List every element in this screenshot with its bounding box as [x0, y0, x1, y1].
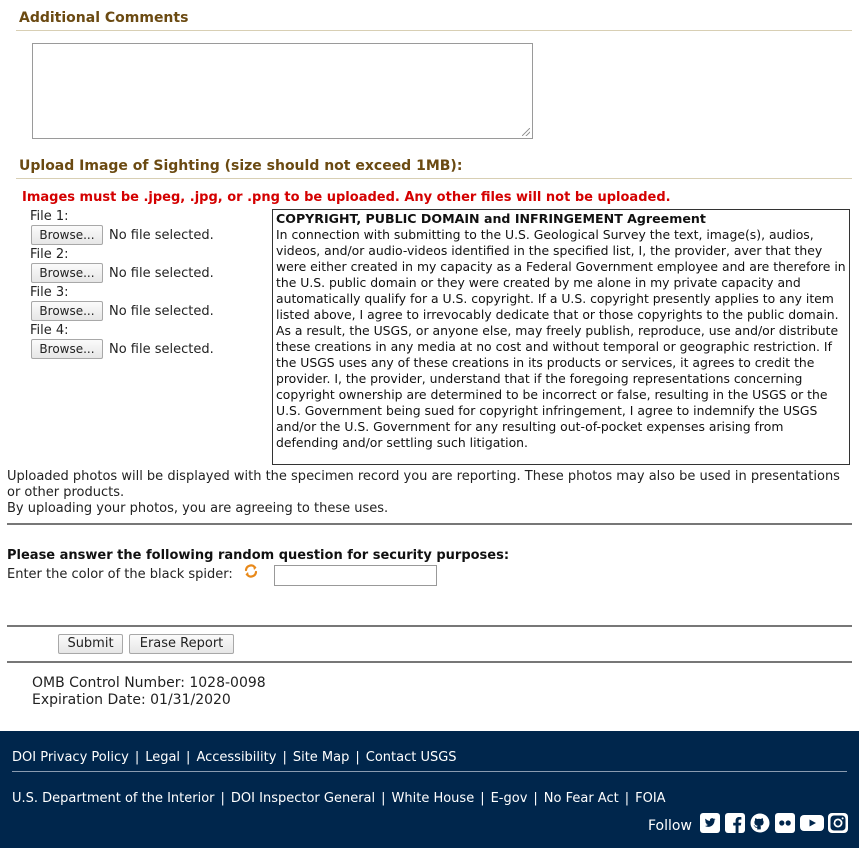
file-2-browse-button[interactable]: Browse...	[31, 263, 103, 283]
site-footer	[0, 731, 859, 848]
github-icon[interactable]	[750, 813, 770, 833]
file-2-label: File 2:	[30, 247, 69, 262]
separator: |	[355, 750, 360, 765]
comments-heading: Additional Comments	[19, 10, 189, 26]
omb-expiration-date: Expiration Date: 01/31/2020	[32, 692, 231, 708]
security-question: Enter the color of the black spider:	[7, 567, 233, 582]
footer-link-doi[interactable]: U.S. Department of the Interior	[12, 791, 215, 806]
footer-link-egov[interactable]: E-gov	[490, 791, 528, 806]
separator: |	[220, 791, 225, 806]
uploaded-photos-note	[7, 469, 857, 517]
separator: |	[282, 750, 287, 765]
actions-bottom-divider	[7, 661, 852, 663]
file-2-status: No file selected.	[109, 266, 214, 281]
file-3-label: File 3:	[30, 285, 69, 300]
footer-link-inspector-general[interactable]: DOI Inspector General	[230, 791, 376, 806]
comments-textarea[interactable]	[32, 43, 533, 139]
file-4-label: File 4:	[30, 323, 69, 338]
file-4-status: No file selected.	[109, 342, 214, 357]
footer-link-sitemap[interactable]: Site Map	[292, 750, 350, 765]
uploaded-note-line1: Uploaded photos will be displayed with the specimen record you are reporting. These photos may also be used in presentations or other products.	[7, 469, 840, 500]
file-type-warning: Images must be .jpeg, .jpg, or .png to be uploaded. Any other files will not be uploaded.	[22, 190, 671, 205]
youtube-icon[interactable]	[800, 813, 824, 833]
footer-link-legal[interactable]: Legal	[145, 750, 181, 765]
file-3-status: No file selected.	[109, 304, 214, 319]
separator: |	[480, 791, 485, 806]
file-4-browse-button[interactable]: Browse...	[31, 339, 103, 359]
separator: |	[186, 750, 191, 765]
footer-link-foia[interactable]: FOIA	[635, 791, 666, 806]
submit-button[interactable]: Submit	[58, 634, 123, 654]
copyright-agreement-box	[272, 209, 850, 465]
follow-label: Follow	[648, 818, 692, 834]
actions-top-divider	[7, 625, 852, 627]
separator: |	[624, 791, 630, 806]
refresh-icon[interactable]	[243, 563, 259, 579]
footer-link-white-house[interactable]: White House	[391, 791, 475, 806]
omb-control-number: OMB Control Number: 1028-0098	[32, 675, 266, 691]
footer-link-accessibility[interactable]: Accessibility	[196, 750, 277, 765]
separator: |	[381, 791, 386, 806]
copyright-title: COPYRIGHT, PUBLIC DOMAIN and INFRINGEMENT Agreement	[276, 211, 706, 226]
erase-report-button[interactable]: Erase Report	[129, 634, 234, 654]
copyright-body: In connection with submitting to the U.S. Geological Survey the text, image(s), audios, videos, and/or audio-videos identified in the specified list, I, the provider, aver that they were either created in my capacity as a Federal Government employee and are therefore in the U.S. public domain or they were created by me alone in my private capacity and automatically qualify for a U.S. copyright. If a U.S. copyright presently applies to any item listed above, I agree to irrevocably dedicate that or those copyrights to the public domain. As a result, the USGS, or anyone else, may freely publish, reproduce, use and/or distribute these creations in any media at no cost and without temporal or geographic restriction. If the USGS uses any of these creations in its products or services, it agrees to credit the provider. I, the provider, understand that if the foregoing representations concerning copyright ownership are determined to be incorrect or false, resulting in the USGS or the U.S. Government being sued for copyright infringement, I agree to indemnify the USGS and/or the U.S. Government for any resulting out-of-pocket expenses arising from defending and/or settling such litigation.	[276, 227, 846, 450]
footer-link-privacy[interactable]: DOI Privacy Policy	[12, 750, 129, 765]
separator: |	[134, 750, 140, 765]
comments-divider	[16, 30, 852, 31]
instagram-icon[interactable]	[828, 813, 848, 833]
upload-heading: Upload Image of Sighting (size should not exceed 1MB):	[19, 158, 463, 174]
security-heading: Please answer the following random question for security purposes:	[7, 548, 510, 563]
separator: |	[533, 791, 538, 806]
file-3-browse-button[interactable]: Browse...	[31, 301, 103, 321]
file-1-status: No file selected.	[109, 228, 214, 243]
upload-divider	[16, 178, 852, 179]
footer-link-contact[interactable]: Contact USGS	[365, 750, 457, 765]
footer-links-row1	[12, 750, 457, 765]
resize-handle-icon[interactable]	[522, 128, 530, 136]
footer-divider	[12, 771, 847, 772]
flickr-icon[interactable]	[775, 813, 795, 833]
twitter-icon[interactable]	[700, 813, 720, 833]
uploaded-note-line2: By uploading your photos, you are agreeing to these uses.	[7, 501, 389, 516]
facebook-icon[interactable]	[725, 813, 745, 833]
file-1-browse-button[interactable]: Browse...	[31, 225, 103, 245]
security-answer-input[interactable]	[274, 565, 437, 586]
omb-info	[32, 675, 266, 709]
section-divider	[7, 523, 852, 525]
footer-links-row2	[12, 791, 666, 806]
file-1-label: File 1:	[30, 209, 69, 224]
footer-link-no-fear-act[interactable]: No Fear Act	[543, 791, 619, 806]
